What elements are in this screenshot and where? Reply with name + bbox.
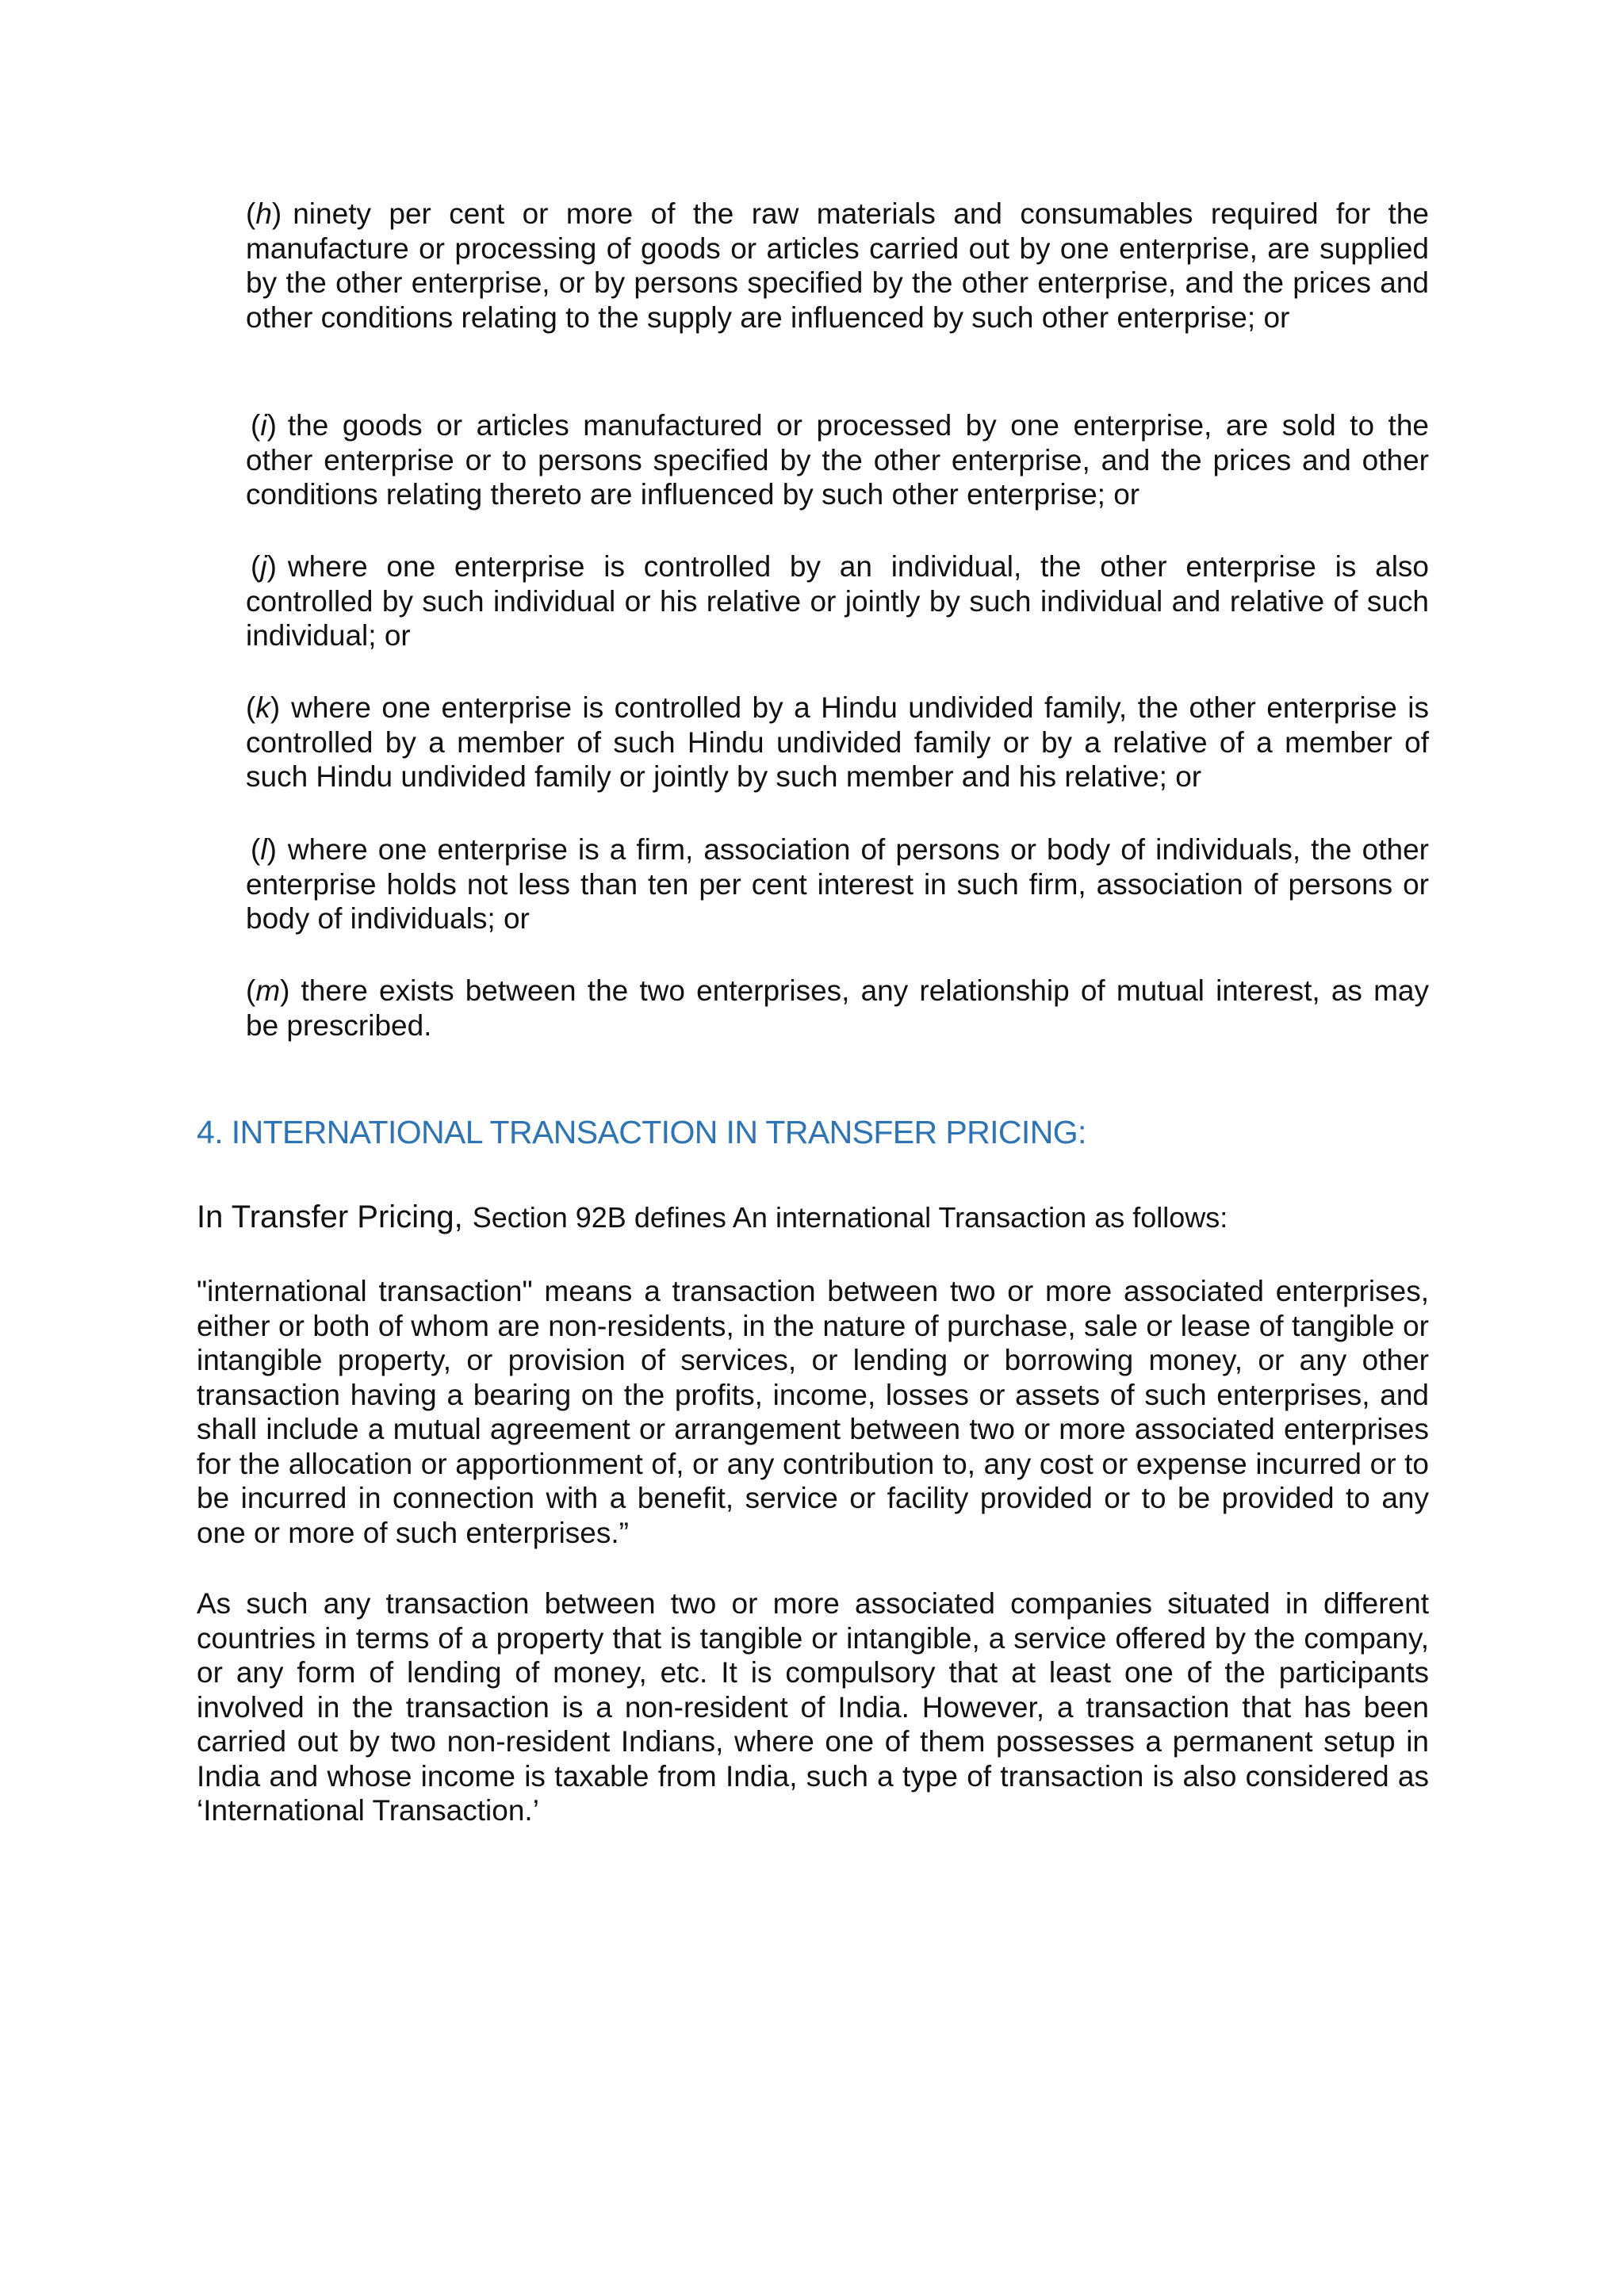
clause-label: i	[260, 409, 267, 442]
clause-text: where one enterprise is controlled by a Hindu undivided family, the other enterprise is controlled by a member of such Hindu undivided family or by a relative of a member of such Hindu undivided family or jointly by such member and his relative; or	[246, 691, 1429, 793]
clause-j: (j) where one enterprise is controlled by an individual, the other enterprise is also controlled by such individual or his relative or jointly by such individual and relative of such individual; or	[246, 550, 1429, 652]
section-lead	[197, 1197, 1228, 1244]
clause-label: h	[255, 197, 272, 230]
clause-m: (m) there exists between the two enterprises, any relationship of mutual interest, as may be prescribed.	[246, 974, 1429, 1042]
clause-text: where one enterprise is a firm, association of persons or body of individuals, the other enterprise holds not less than ten per cent interest in such firm, association of persons or body of individuals; or	[246, 833, 1429, 935]
clause-label: l	[260, 833, 267, 866]
lead-statement: Section 92B defines An international Transaction as follows:	[472, 1201, 1228, 1234]
clause-l: (l) where one enterprise is a firm, association of persons or body of individuals, the other enterprise holds not less than ten per cent interest in such firm, association of persons or body of individuals; or	[246, 833, 1429, 935]
clause-i: (i) the goods or articles manufactured or processed by one enterprise, are sold to the other enterprise or to persons specified by the other enterprise, and the prices and other conditions relating thereto are influenced by such other enterprise; or	[246, 409, 1429, 511]
lead-intro: In Transfer Pricing,	[197, 1200, 463, 1234]
clause-label: m	[255, 974, 281, 1007]
clause-h: (h) ninety per cent or more of the raw materials and consumables required for the manufacture or processing of goods or articles carried out by one enterprise, are supplied by the other enterprise, or by persons specified by the other enterprise, and the prices and other conditions relating to the supply are influenced by such other enterprise; or	[246, 197, 1429, 334]
clause-text: where one enterprise is controlled by an individual, the other enterprise is also controlled by such individual or his relative or jointly by such individual and relative of such individual; or	[246, 550, 1429, 652]
clause-label: j	[260, 550, 267, 583]
clause-k: (k) where one enterprise is controlled by a Hindu undivided family, the other enterprise is controlled by a member of such Hindu undivided family or by a relative of a member of such Hindu undivided family or jointly by such member and his relative; or	[246, 691, 1429, 793]
explanation-paragraph: As such any transaction between two or more associated companies situated in different countries in terms of a property that is tangible or intangible, a service offered by the company, or any form of lending of money, etc. It is compulsory that at least one of the participants involved in the transaction is a non-resident of India. However, a transaction that has been carried out by two non-resident Indians, where one of them possesses a permanent setup in India and whose income is taxable from India, such a type of transaction is also considered as ‘International Transaction.’	[197, 1587, 1429, 1827]
clause-text: ninety per cent or more of the raw materials and consumables required for the manufacture or processing of goods or articles carried out by one enterprise, are supplied by the other enterprise, or by persons specified by the other enterprise, and the prices and other conditions relating to the supply are influenced by such other enterprise; or	[246, 197, 1429, 334]
clause-text: the goods or articles manufactured or processed by one enterprise, are sold to the other enterprise or to persons specified by the other enterprise, and the prices and other conditions relating thereto are influenced by such other enterprise; or	[246, 409, 1429, 511]
section-heading: 4. INTERNATIONAL TRANSACTION IN TRANSFER PRICING:	[197, 1114, 1086, 1150]
definition-paragraph: "international transaction" means a transaction between two or more associated enterprises, either or both of whom are non-residents, in the nature of purchase, sale or lease of tangible or intangible property, or provision of services, or lending or borrowing money, or any other transaction having a bearing on the profits, income, losses or assets of such enterprises, and shall include a mutual agreement or arrangement between two or more associated enterprises for the allocation or apportionment of, or any contribution to, any cost or expense incurred or to be incurred in connection with a benefit, service or facility provided or to be provided to any one or more of such enterprises.”	[197, 1275, 1429, 1549]
clause-text: there exists between the two enterprises, any relationship of mutual interest, as may be prescribed.	[246, 974, 1429, 1042]
clause-label: k	[255, 691, 270, 724]
